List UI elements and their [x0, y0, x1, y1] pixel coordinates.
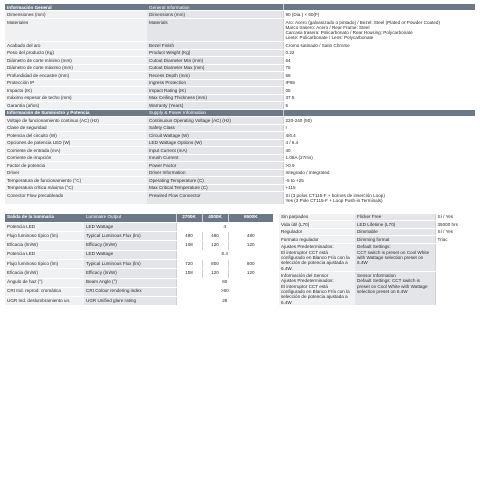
- spec-row: [5, 64, 475, 71]
- output-value-c1: 720: [176, 260, 202, 269]
- output-header-en: Luminaire Output: [84, 214, 176, 223]
- feature-row: [279, 214, 475, 221]
- spec-label-en: Ingress Protection: [147, 79, 283, 86]
- feature-label-es: Regulador: [279, 228, 355, 235]
- output-row: [5, 260, 273, 269]
- spec-row: [5, 94, 475, 101]
- spec-label-es: Acabado del aro: [5, 42, 147, 49]
- spec-value: 1.08A (27ms): [283, 154, 475, 161]
- spec-label-es: Conector Flow precableado: [5, 192, 147, 205]
- spec-value: 64: [283, 57, 475, 64]
- spec-label-es: máximo espesor de techo (mm): [5, 94, 147, 101]
- section-title-es: Información de Suministro y Potencia: [5, 109, 147, 116]
- output-value: >80: [176, 287, 273, 296]
- feature-value: [435, 243, 475, 272]
- feature-label-en: Default Settings: CCT switch is preset on Cool White with Wattage selection preset on 6.4W: [355, 243, 435, 272]
- spec-row: [5, 87, 475, 94]
- spec-value: +115: [283, 184, 475, 191]
- spec-row: [5, 42, 475, 49]
- output-row: [5, 297, 273, 306]
- output-label-es: Potencia LED: [5, 222, 84, 231]
- cct-header-c2: 4000K: [202, 214, 228, 223]
- output-value-c2: 480: [202, 232, 228, 241]
- feature-row: [279, 236, 475, 243]
- spec-label-en: Input Current (mA): [147, 147, 283, 154]
- spec-row: [5, 154, 475, 161]
- output-label-en: LED Wattage: [84, 222, 176, 231]
- spec-value: 90 (Dia.) × 60(F): [283, 11, 475, 18]
- spec-value: Integrado / Integrated: [283, 169, 475, 176]
- feature-label-es: Información del Sensor Ajustes Predeterminados: El interruptor CCT está configurado en Blanco Frío con la selección de potencia ajustada a 6.4W: [279, 272, 355, 306]
- spec-label-es: Corriente de entrada (mA): [5, 147, 147, 154]
- output-value: 4: [176, 222, 273, 231]
- output-label-es: Eficacia (lm/W): [5, 241, 84, 250]
- spec-label-es: Protección IP: [5, 79, 147, 86]
- spec-value: 58: [283, 72, 475, 79]
- spec-label-es: Impacto (IK): [5, 87, 147, 94]
- spec-label-en: Bezel Finish: [147, 42, 283, 49]
- spec-row: [5, 177, 475, 184]
- section-value: [283, 4, 475, 11]
- spec-label-es: Clase de seguridad: [5, 124, 147, 131]
- spec-label-es: Garantía (años): [5, 102, 147, 109]
- spec-label-en: Cutout Diameter Min (mm): [147, 57, 283, 64]
- spec-value: 220-240 (50): [283, 117, 475, 124]
- feature-label-en: LED Lifetime (L70): [355, 221, 435, 228]
- feature-label-en: Flicker Free: [355, 214, 435, 221]
- section-title-es: Información General: [5, 4, 147, 11]
- feature-value: Sí / Yes: [435, 228, 475, 235]
- spec-label-es: Factor de potencia: [5, 162, 147, 169]
- output-row: [5, 222, 273, 231]
- spec-label-en: Prewired Flow Connector: [147, 192, 283, 205]
- output-row: [5, 250, 273, 259]
- spec-value: 75: [283, 64, 475, 71]
- spec-row: [5, 79, 475, 86]
- spec-label-en: Cutout Diameter Max (mm): [147, 64, 283, 71]
- output-row: [5, 241, 273, 250]
- feature-label-en: Dimmable: [355, 228, 435, 235]
- output-value: 6.4: [176, 250, 273, 259]
- spec-row: [5, 117, 475, 124]
- feature-value: [435, 272, 475, 306]
- spec-value: 05: [283, 87, 475, 94]
- feature-label-en: Dimming format: [355, 236, 435, 243]
- feature-value: Sí / Yes: [435, 214, 475, 221]
- spec-value: 40: [283, 147, 475, 154]
- feature-row: [279, 221, 475, 228]
- output-label-en: Typical Luminous Flux (lm): [84, 232, 176, 241]
- spec-row: [5, 49, 475, 56]
- spec-label-es: Profundidad de encastre (mm): [5, 72, 147, 79]
- spec-label-es: Dimensiones (mm): [5, 11, 147, 18]
- output-value-c1: 108: [176, 269, 202, 278]
- spec-value: Aro: Acero (galvanizado o pintado) / Bezel: Steel (Plated or Powder Coated) Marco trasero: Acero / Rear Frame: Steel Carcasa trasera: Policarbonato / Rear Housing: Polycarbonate Lente: Policarbonate / Lens: Polycarbonate: [283, 18, 475, 41]
- section-value: [283, 109, 475, 116]
- spec-value: Cromo satinado / Satin Chrome: [283, 42, 475, 49]
- spec-row: [5, 72, 475, 79]
- features-table: [279, 214, 475, 307]
- spec-row: [5, 162, 475, 169]
- spec-value: Sí (3 polos CT115-F + bornes de inserción Loop) Yes (3 Pole CT115-F + Loop Push-in Terminals): [283, 192, 475, 205]
- spec-label-en: Dimensions (mm): [147, 11, 283, 18]
- output-label-es: Flujo luminoso típico (lm): [5, 232, 84, 241]
- luminaire-output-table: [5, 214, 273, 307]
- spec-label-es: Corriente de irrupción: [5, 154, 147, 161]
- spec-row: [5, 57, 475, 64]
- spec-row: [5, 11, 475, 18]
- feature-label-en: Sensor Information Default Settings: CCT switch is preset on Cool White with Wattage selection preset on 6.4W: [355, 272, 435, 306]
- output-label-es: Potencia LED: [5, 250, 84, 259]
- spec-value: IP65: [283, 79, 475, 86]
- spec-label-en: Circuit Wattage (W): [147, 132, 283, 139]
- output-label-en: Typical Luminous Flux (lm): [84, 260, 176, 269]
- output-value-c3: 480: [228, 232, 273, 241]
- spec-value: 37.5: [283, 94, 475, 101]
- feature-value: Triac: [435, 236, 475, 243]
- spec-label-en: Materials: [147, 18, 283, 41]
- spec-label-en: Power Factor: [147, 162, 283, 169]
- spec-row: [5, 139, 475, 146]
- output-value-c2: 800: [202, 260, 228, 269]
- spec-row: [5, 184, 475, 191]
- spec-label-en: Max Ceiling Thickness (mm): [147, 94, 283, 101]
- section-header: [5, 109, 475, 116]
- feature-label-es: Ajustes Predeterminados: El interruptor CCT está configurado en Blanco Frío con la selección de potencia ajustada a 6.4W.: [279, 243, 355, 272]
- output-label-en: Efficacy (lm/W): [84, 241, 176, 250]
- output-header: [5, 214, 273, 223]
- cct-header-c3: 6500K: [228, 214, 273, 223]
- spec-label-en: Product Weight (Kg): [147, 49, 283, 56]
- spec-value: 4 / 6.4: [283, 139, 475, 146]
- section-title-en: Supply & Power Information: [147, 109, 283, 116]
- spec-row: [5, 169, 475, 176]
- section-title-en: General Information: [147, 4, 283, 11]
- spec-value: >0.9: [283, 162, 475, 169]
- spec-label-en: Inrush Current: [147, 154, 283, 161]
- feature-row: [279, 228, 475, 235]
- output-value-c3: 120: [228, 269, 273, 278]
- spec-label-en: LED Wattage Options (W): [147, 139, 283, 146]
- output-label-es: Eficacia (lm/W): [5, 269, 84, 278]
- section-header: [5, 4, 475, 11]
- output-label-en: Beam Angle (°): [84, 278, 176, 287]
- spec-row: [5, 192, 475, 205]
- spec-label-en: Safety Class: [147, 124, 283, 131]
- output-row: [5, 287, 273, 296]
- spec-value: 0.22: [283, 49, 475, 56]
- spec-value: 4/6.4: [283, 132, 475, 139]
- spec-label-es: Potencia del circuito (W): [5, 132, 147, 139]
- output-header-es: Salida de la luminaria: [5, 214, 84, 223]
- output-label-en: UGR Unified glare rating: [84, 297, 176, 306]
- feature-row: [279, 272, 475, 306]
- spec-label-es: Opciones de potencia LED (W): [5, 139, 147, 146]
- spec-value: I: [283, 124, 475, 131]
- spec-label-es: Driver: [5, 169, 147, 176]
- spec-label-es: Voltaje de funcionamiento continuo (AC) (Hz): [5, 117, 147, 124]
- output-label-es: Flujo luminoso típico (lm): [5, 260, 84, 269]
- spec-label-en: Recess Depth (mm): [147, 72, 283, 79]
- spec-label-en: Continuous Operating Voltage (AC) (Hz): [147, 117, 283, 124]
- output-label-en: LED Wattage: [84, 250, 176, 259]
- spec-row: [5, 124, 475, 131]
- spec-row: [5, 132, 475, 139]
- spec-label-en: Operating Temperature (C): [147, 177, 283, 184]
- output-value-c1: 480: [176, 232, 202, 241]
- feature-label-es: Formato regulador: [279, 236, 355, 243]
- output-row: [5, 269, 273, 278]
- output-row: [5, 278, 273, 287]
- output-value-c1: 108: [176, 241, 202, 250]
- output-value: 60: [176, 278, 273, 287]
- output-label-es: CRI Ind. reprod. cromática: [5, 287, 84, 296]
- spec-label-es: Peso del producto (Kg): [5, 49, 147, 56]
- spec-label-en: Max Critical Temperature (C): [147, 184, 283, 191]
- spec-label-en: Driver Information: [147, 169, 283, 176]
- output-label-es: Ángulo de haz (°): [5, 278, 84, 287]
- spec-value: -5 to +25: [283, 177, 475, 184]
- feature-value: 35000 hrs: [435, 221, 475, 228]
- cct-header-c1: 2700K: [176, 214, 202, 223]
- output-label-en: Efficacy (lm/W): [84, 269, 176, 278]
- spec-label-es: Diámetro de corte máximo (mm): [5, 64, 147, 71]
- feature-label-es: Vida útil (L70): [279, 221, 355, 228]
- feature-row: [279, 243, 475, 272]
- spec-label-es: Temperatura de funcionamiento (°C): [5, 177, 147, 184]
- spec-label-en: Warranty (Years): [147, 102, 283, 109]
- spec-label-es: Materiales: [5, 18, 147, 41]
- spec-row: [5, 147, 475, 154]
- spec-row: [5, 102, 475, 109]
- output-value-c2: 120: [202, 241, 228, 250]
- output-label-en: CRI Colour rendering index: [84, 287, 176, 296]
- spec-row: [5, 18, 475, 41]
- feature-label-es: Sin parpadeo: [279, 214, 355, 221]
- output-label-es: UGR Ind. deslumbramiento un.: [5, 297, 84, 306]
- output-value-c3: 120: [228, 241, 273, 250]
- spec-label-es: Temperatura crítica máxima (°C): [5, 184, 147, 191]
- output-value-c2: 120: [202, 269, 228, 278]
- output-row: [5, 232, 273, 241]
- spec-value: 5: [283, 102, 475, 109]
- output-value: 28: [176, 297, 273, 306]
- output-value-c3: 800: [228, 260, 273, 269]
- spec-label-en: Impact Rating (IK): [147, 87, 283, 94]
- general-spec-table: [5, 4, 475, 205]
- spec-label-es: Diámetro de corte mínimo (mm): [5, 57, 147, 64]
